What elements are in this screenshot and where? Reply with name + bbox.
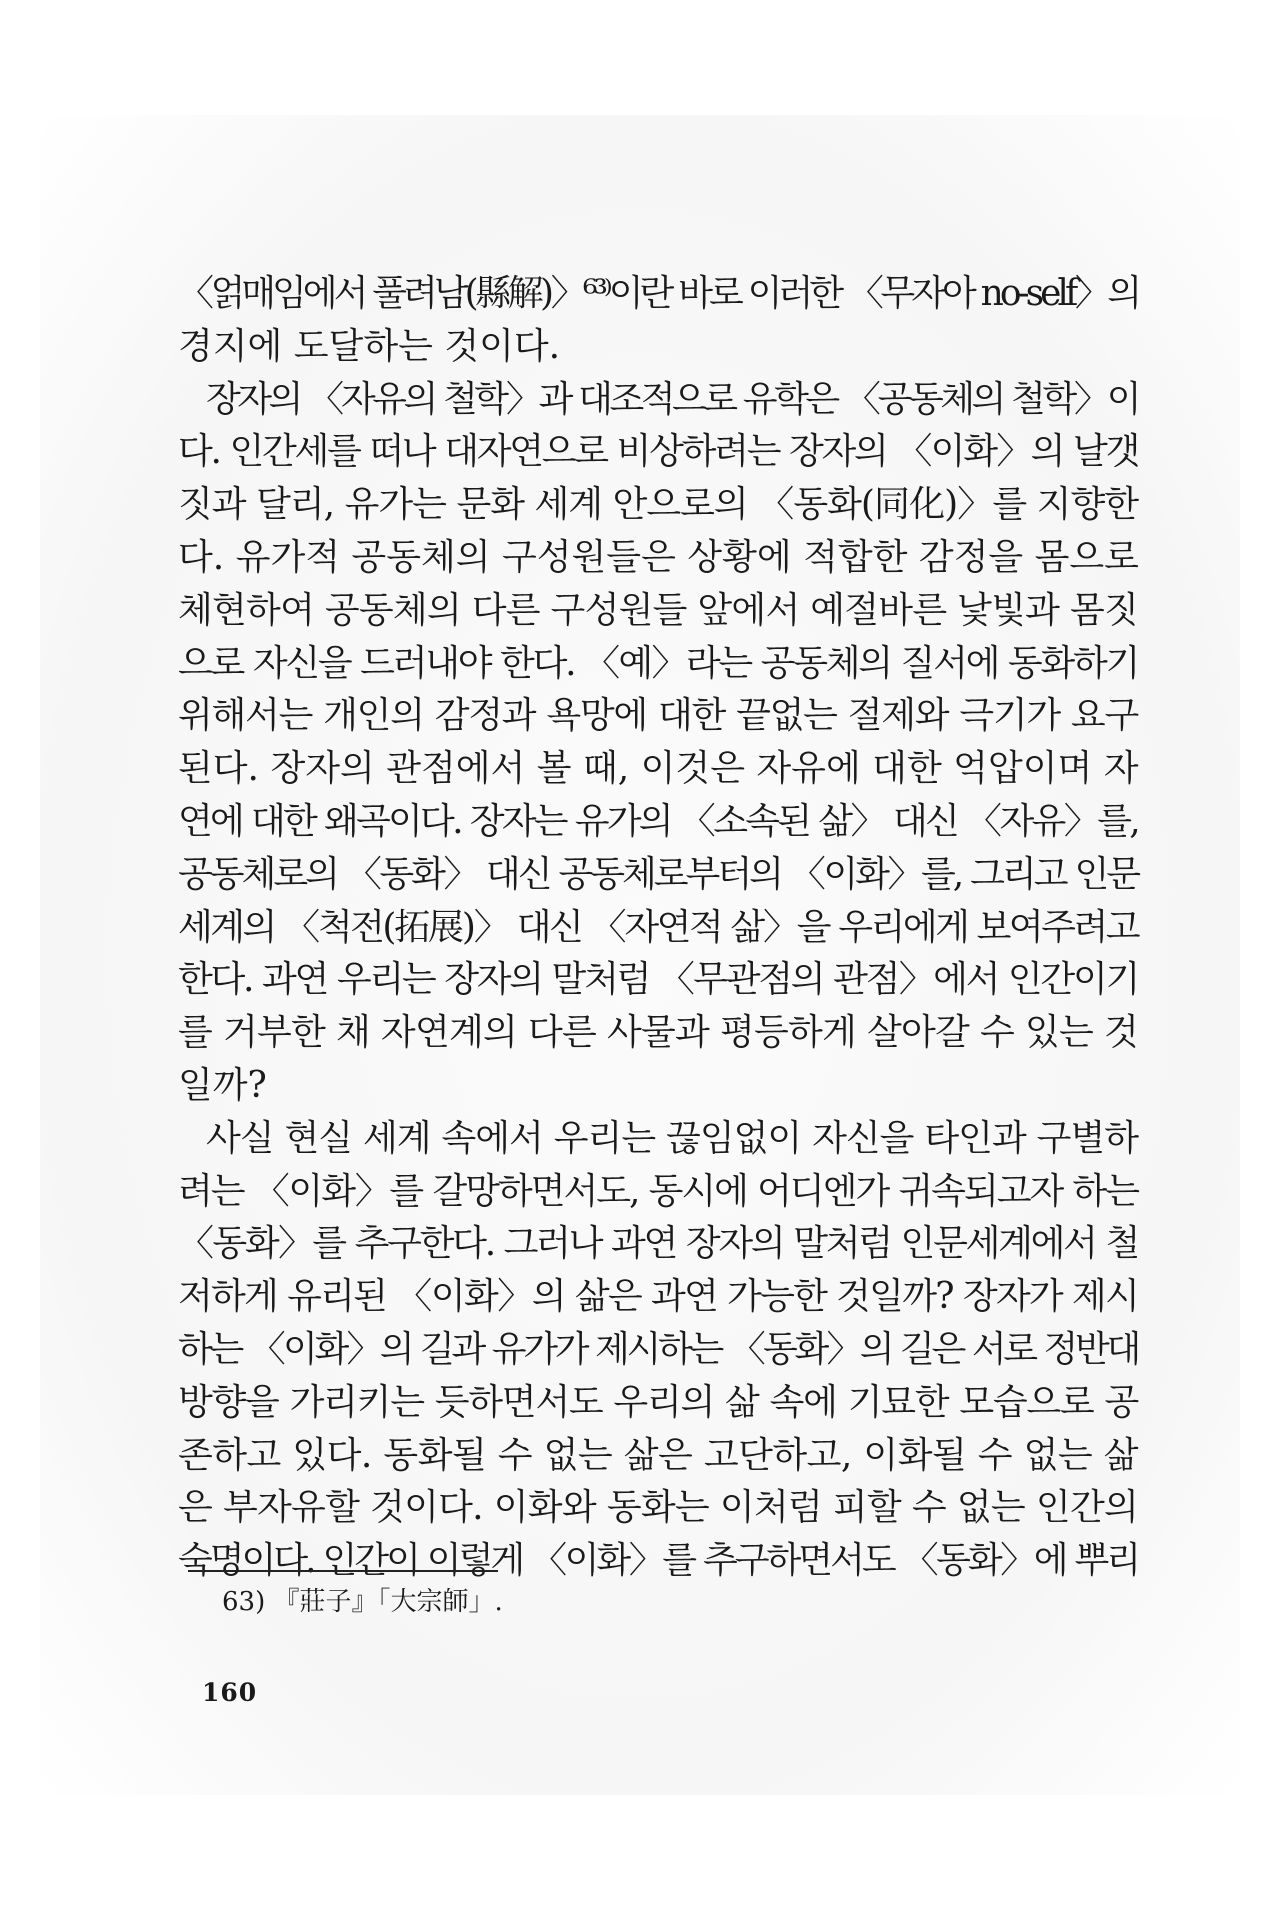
- text-line: 연에 대한 왜곡이다. 장자는 유가의 〈소속된 삶〉 대신 〈자유〉를,: [178, 800, 1138, 842]
- text-line: 짓과 달리, 유가는 문화 세계 안으로의 〈동화(同化)〉를 지향한: [178, 484, 1138, 526]
- text-line: 은 부자유할 것이다. 이화와 동화는 이처럼 피할 수 없는 인간의: [178, 1487, 1138, 1529]
- text-line: 〈동화〉를 추구한다. 그러나 과연 장자의 말처럼 인문세계에서 철: [178, 1223, 1138, 1265]
- text-line: 저하게 유리된 〈이화〉의 삶은 과연 가능한 것일까? 장자가 제시: [178, 1276, 1138, 1318]
- paragraph-3: [178, 1113, 1138, 1588]
- body-text: [178, 268, 1138, 1588]
- text-line: 된다. 장자의 관점에서 볼 때, 이것은 자유에 대한 억압이며 자: [178, 748, 1139, 790]
- paragraph-2: [178, 374, 1138, 1113]
- text-line: 〈얽매임에서 풀려남(縣解)〉⁶³⁾이란 바로 이러한 〈무자아 no-self〉의: [178, 273, 1138, 314]
- text-line: 존하고 있다. 동화될 수 없는 삶은 고단하고, 이화될 수 없는 삶: [178, 1434, 1138, 1476]
- text-line: 세계의 〈척전(拓展)〉 대신 〈자연적 삶〉을 우리에게 보여주려고: [178, 906, 1138, 948]
- text-line: 숙명이다. 인간이 이렇게 〈이화〉를 추구하면서도 〈동화〉에 뿌리: [178, 1540, 1138, 1582]
- text-line: 위해서는 개인의 감정과 욕망에 대한 끝없는 절제와 극기가 요구: [178, 695, 1138, 737]
- paragraph-1: [178, 268, 1138, 374]
- text-line: 방향을 가리키는 듯하면서도 우리의 삶 속에 기묘한 모습으로 공: [178, 1381, 1138, 1423]
- text-line: 공동체로의 〈동화〉 대신 공동체로부터의 〈이화〉를, 그리고 인문: [178, 853, 1138, 895]
- text-line: 다. 인간세를 떠나 대자연으로 비상하려는 장자의 〈이화〉의 날갯: [178, 431, 1138, 473]
- text-line: 사실 현실 세계 속에서 우리는 끊임없이 자신을 타인과 구별하: [206, 1117, 1138, 1159]
- text-line: 체현하여 공동체의 다른 구성원들 앞에서 예절바른 낯빛과 몸짓: [178, 589, 1138, 631]
- text-line: 려는 〈이화〉를 갈망하면서도, 동시에 어디엔가 귀속되고자 하는: [178, 1170, 1138, 1212]
- text-line: 경지에 도달하는 것이다.: [178, 325, 561, 367]
- footnote-63: 63) 『莊子』「大宗師」.: [222, 1587, 503, 1617]
- footnote-divider: [188, 1570, 498, 1572]
- text-line: 다. 유가적 공동체의 구성원들은 상황에 적합한 감정을 몸으로: [178, 536, 1139, 578]
- text-line: 장자의 〈자유의 철학〉과 대조적으로 유학은 〈공동체의 철학〉이: [206, 378, 1138, 420]
- text-line: 일까?: [178, 1064, 267, 1106]
- text-line: 한다. 과연 우리는 장자의 말처럼 〈무관점의 관점〉에서 인간이기: [178, 959, 1138, 1001]
- text-line: 하는 〈이화〉의 길과 유가가 제시하는 〈동화〉의 길은 서로 정반대: [178, 1328, 1138, 1370]
- page-number: 160: [202, 1678, 258, 1707]
- text-line: 를 거부한 채 자연계의 다른 사물과 평등하게 살아갈 수 있는 것: [178, 1012, 1138, 1054]
- text-line: 으로 자신을 드러내야 한다. 〈예〉라는 공동체의 질서에 동화하기: [178, 642, 1138, 684]
